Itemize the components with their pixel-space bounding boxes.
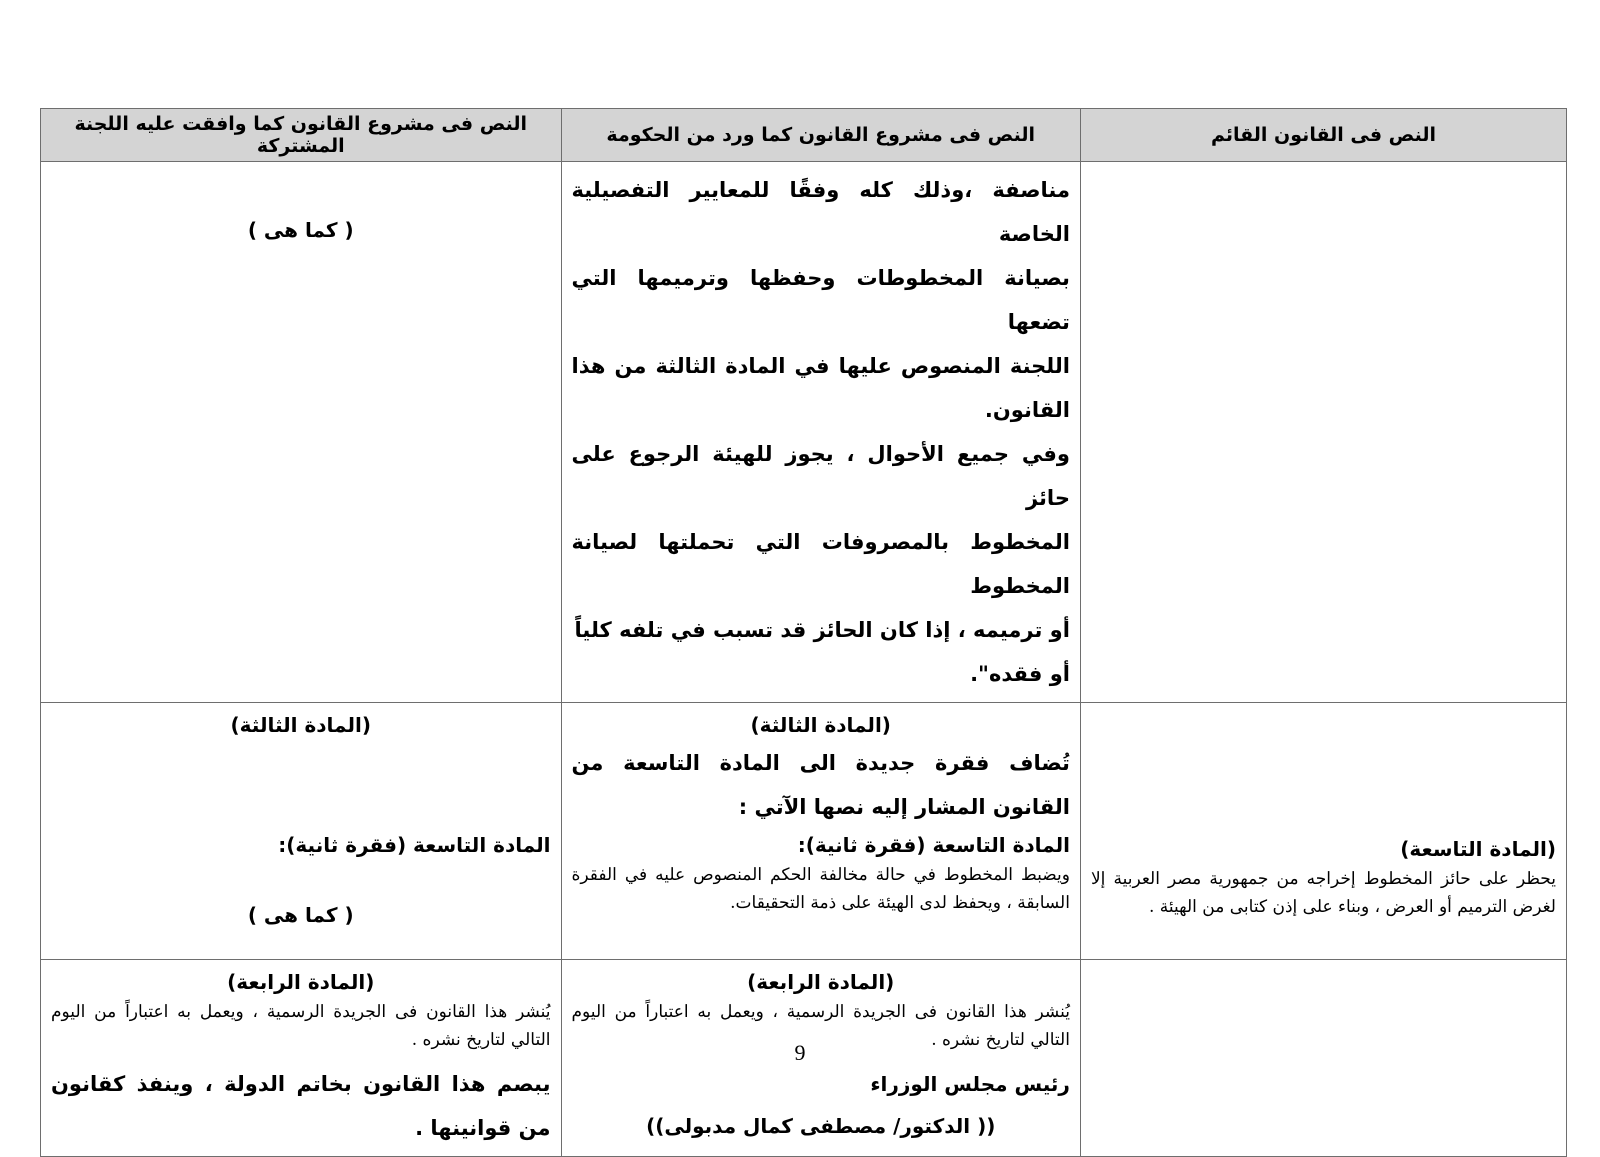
row2-joint-title: (المادة الثالثة) — [230, 713, 371, 737]
header-joint-committee: النص فى مشروع القانون كما وافقت عليه اللجنة المشتركة — [41, 109, 562, 162]
row1-government-line: أو ترميمه ، إذا كان الحائز قد تسبب في تلفه كلياً — [574, 618, 1070, 642]
row1-existing-cell — [1080, 162, 1566, 703]
row2-government-text: ويضبط المخطوط في حالة مخالفة الحكم المنصوص عليه في الفقرة السابقة ، ويحفظ لدى الهيئة على ذمة التحقيقات. — [571, 865, 1070, 913]
row1-government-cell — [561, 162, 1080, 703]
header-existing-law: النص فى القانون القائم — [1080, 109, 1566, 162]
page-number: 9 — [794, 1040, 806, 1065]
row2-joint-as-is: ( كما هى ) — [247, 903, 354, 927]
row1-government-line: المخطوط بالمصروفات التي تحملتها لصيانة المخطوط — [571, 530, 1070, 598]
row1-joint-as-is: ( كما هى ) — [247, 218, 354, 242]
row2-government-title: (المادة الثالثة) — [750, 713, 891, 737]
row3-joint-text: يُنشر هذا القانون فى الجريدة الرسمية ، ويعمل به اعتباراً من اليوم التالي لتاريخ نشره . — [51, 1002, 551, 1050]
signature-name: (( الدكتور/ مصطفى كمال مدبولى)) — [646, 1114, 996, 1138]
row3-government-title: (المادة الرابعة) — [747, 970, 895, 994]
spacer — [51, 168, 551, 214]
row2-government-intro: تُضاف فقرة جديدة الى المادة التاسعة من القانون المشار إليه نصها الآتي : — [571, 751, 1070, 819]
row3-government-text: يُنشر هذا القانون فى الجريدة الرسمية ، ويعمل به اعتباراً من اليوم التالي لتاريخ نشره . — [571, 1002, 1070, 1050]
row1-government-line: أو فقده". — [970, 662, 1070, 686]
spacer — [51, 861, 551, 899]
row3-joint-title: (المادة الرابعة) — [227, 970, 375, 994]
row2-existing-cell — [1080, 703, 1566, 960]
row2-joint-subtitle: المادة التاسعة (فقرة ثانية): — [278, 833, 551, 857]
table-row — [41, 703, 1567, 960]
table-header-row — [41, 109, 1567, 162]
row2-existing-title: (المادة التاسعة) — [1400, 837, 1556, 861]
spacer — [51, 741, 551, 829]
table-row — [41, 162, 1567, 703]
row1-government-line: مناصفة ،وذلك كله وفقًا للمعايير التفصيلية الخاصة — [571, 178, 1070, 246]
row2-existing-text: يحظر على حائز المخطوط إخراجه من جمهورية مصر العربية إلا لغرض الترميم أو العرض ، وبناء على إذن كتابى من الهيئة . — [1090, 869, 1556, 917]
row2-government-cell — [561, 703, 1080, 960]
row2-government-subtitle: المادة التاسعة (فقرة ثانية): — [797, 833, 1070, 857]
row1-government-line: بصيانة المخطوطات وحفظها وترميمها التي تضعها — [571, 266, 1070, 334]
row1-joint-cell — [41, 162, 562, 703]
row3-joint-seal-text: يبصم هذا القانون بخاتم الدولة ، وينفذ كقانون من قوانينها . — [51, 1072, 551, 1140]
comparison-table — [40, 108, 1567, 1157]
header-government-draft: النص فى مشروع القانون كما ورد من الحكومة — [561, 109, 1080, 162]
row1-government-line: اللجنة المنصوص عليها في المادة الثالثة من هذا القانون. — [571, 354, 1070, 422]
spacer — [1091, 709, 1556, 833]
row1-government-line: وفي جميع الأحوال ، يجوز للهيئة الرجوع على حائز — [571, 442, 1070, 510]
row2-joint-cell — [41, 703, 562, 960]
signature-title: رئيس مجلس الوزراء — [870, 1072, 1070, 1096]
